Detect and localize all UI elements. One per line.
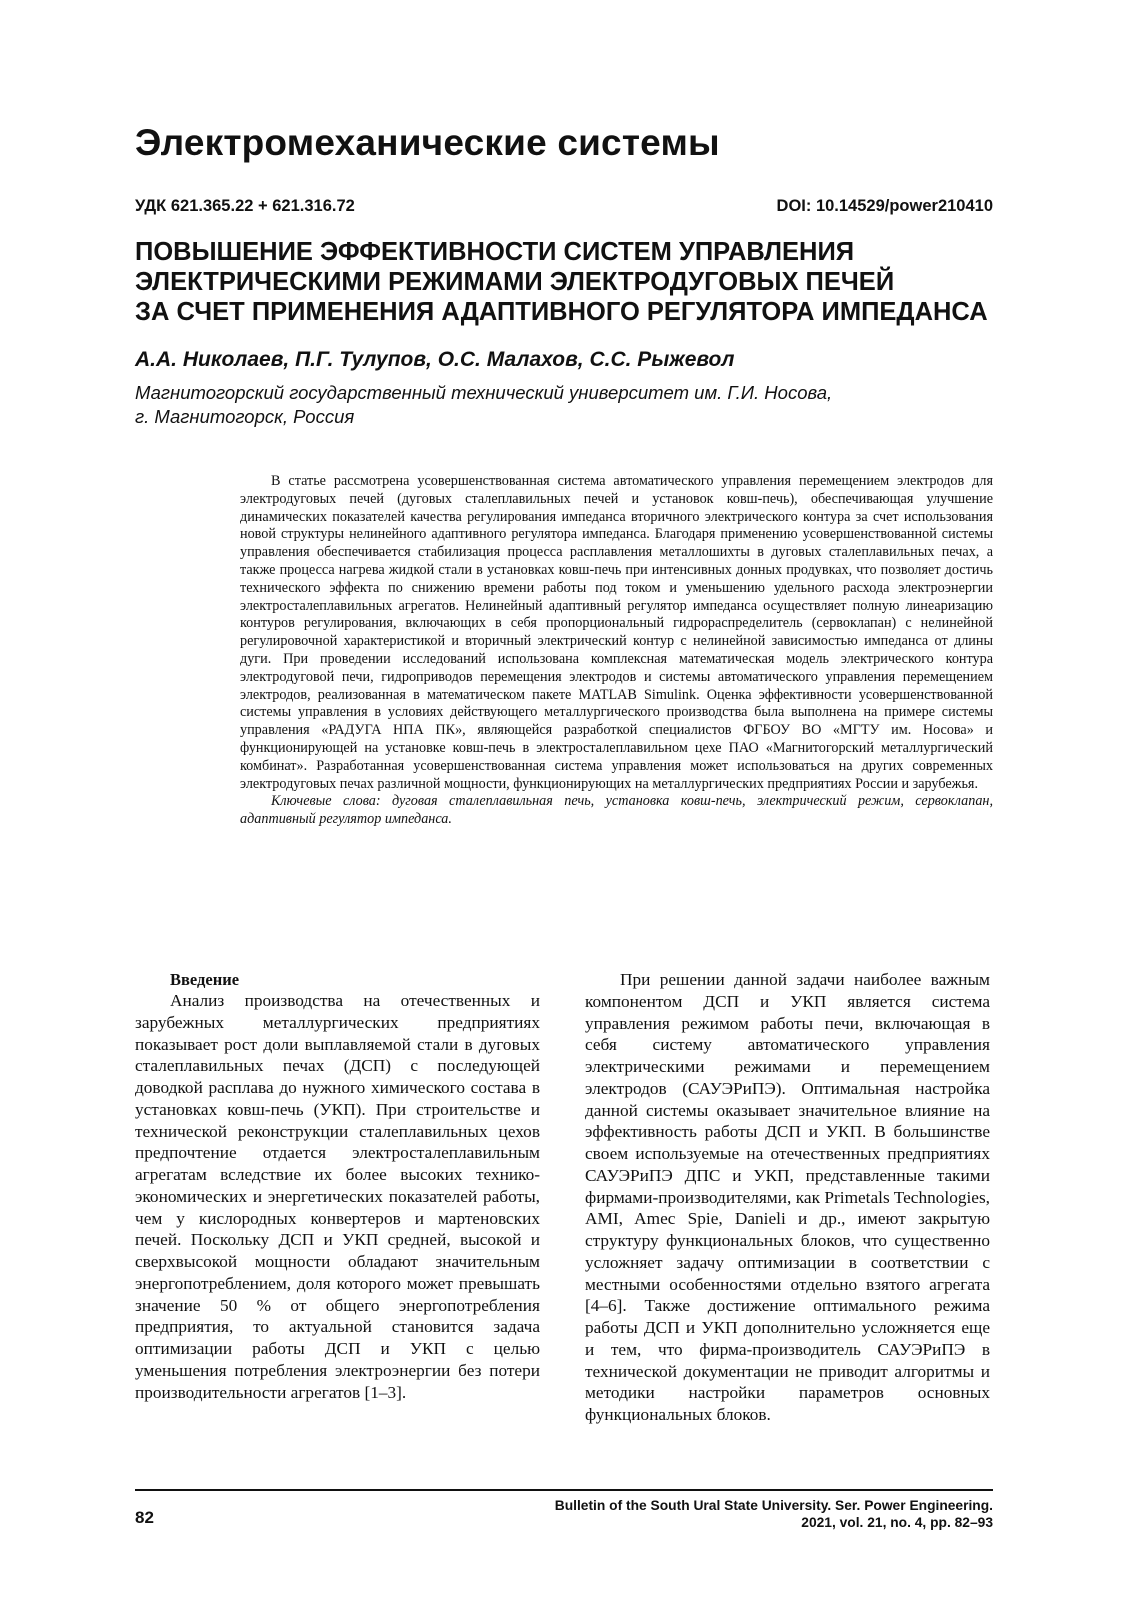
abstract-text: В статье рассмотрена усовершенствованная система автоматического управления перемещением электродов для электродуговых печей (дуговых сталеплавильных печей и установок ковш-печь), обеспечивающая улучшение динамических показателей качества регулирования импеданса вторичного электрического контура за счет использования новой структуры нелинейного адаптивного регулятора импеданса. Благодаря применению усовершенствованной системы управления обеспечивается стабилизация процесса расплавления металлошихты в дуговых сталеплавильных печах, а также процесса нагрева жидкой стали в установках ковш-печь при интенсивных донных продувках, что позволяет достичь технического эффекта по снижению времени работы под током и уменьшению удельного расхода электроэнергии электросталеплавильных агрегатов. Нелинейный адаптивный регулятор импеданса осуществляет полную линеаризацию контуров регулирования, включающих в себя пропорциональный гидрораспределитель (сервоклапан) с нелинейной регулировочной характеристикой и вторичный электрический контур с нелинейной зависимостью импеданса от длины дуги. При проведении исследований использована комплексная математическая модель электрического контура электродуговой печи, гидроприводов перемещения электродов и системы автоматического управления перемещением электродов, реализованная в математическом пакете MATLAB Simulink. Оценка эффективности усовершенствованной системы управления в условиях действующего металлургического производства была выполнена на примере системы управления «РАДУГА НПА ПК», являющейся разработкой специалистов ФГБОУ ВО «МГТУ им. Носова» и функционирующей на установке ковш-печь в электросталеплавильном цехе ПАО «Магнитогорский металлургический комбинат». Разработанная усовершенствованная система управления может использоваться на других современных электродуговых печах различной мощности, функционирующих на металлургических предприятиях России и зарубежья. [240,473,993,792]
journal-line: Bulletin of the South Ural State University. Ser. Power Engineering. [554,1498,993,1513]
title-line: ПОВЫШЕНИЕ ЭФФЕКТИВНОСТИ СИСТЕМ УПРАВЛЕНИЯ [135,238,855,266]
section-heading: Электромеханические системы [135,122,720,163]
left-column [135,969,540,1403]
meta-row [135,197,993,216]
doi: DOI: 10.14529/power210410 [776,197,993,215]
page-number: 82 [135,1508,154,1527]
affiliation-line: г. Магнитогорск, Россия [135,406,355,427]
udk-code: УДК 621.365.22 + 621.316.72 [135,197,355,215]
authors: А.А. Николаев, П.Г. Тулупов, О.С. Малахов, С.С. Рыжевол [135,348,735,371]
abstract [240,473,993,829]
footer-divider [135,1489,993,1491]
affiliation-line: Магнитогорский государственный технический университет им. Г.И. Носова, [135,382,833,403]
article-title [135,237,1015,327]
keywords: Ключевые слова: дуговая сталеплавильная печь, установка ковш-печь, электрический режим, сервоклапан, адаптивный регулятор импеданса. [240,793,993,828]
right-column [585,969,990,1426]
intro-paragraph: Анализ производства на отечественных и зарубежных металлургических предприятиях показывает рост доли выплавляемой стали в дуговых сталеплавильных печах (ДСП) с последующей доводкой расплава до нужного химического состава в установках ковш-печь (УКП). При строительстве и технической реконструкции сталеплавильных цехов предпочтение отдается электросталеплавильным агрегатам вследствие их более высоких технико-экономических и энергетических показателей работы, чем у кислородных конвертеров и мартеновских печей. Поскольку ДСП и УКП средней, высокой и сверхвысокой мощности обладают значительным энергопотреблением, доля которого может превышать значение 50 % от общего энергопотребления предприятия, то актуальной становится задача оптимизации работы ДСП и УКП с целью уменьшения потребления электроэнергии без потери производительности агрегатов [1–3]. [135,991,540,1402]
journal-citation [555,1497,993,1531]
journal-line: 2021, vol. 21, no. 4, pp. 82–93 [801,1515,993,1530]
title-line: ЗА СЧЕТ ПРИМЕНЕНИЯ АДАПТИВНОГО РЕГУЛЯТОРА ИМПЕДАНСА [135,298,988,326]
intro-heading: Введение [170,970,240,989]
title-line: ЭЛЕКТРИЧЕСКИМИ РЕЖИМАМИ ЭЛЕКТРОДУГОВЫХ ПЕЧЕЙ [135,268,895,296]
affiliation [135,381,832,429]
right-paragraph: При решении данной задачи наиболее важным компонентом ДСП и УКП является система управления режимом работы печи, включающая в себя систему автоматического управления электрическими режимами и перемещением электродов (САУЭРиПЭ). Оптимальная настройка данной системы оказывает значительное влияние на эффективность работы ДСП и УКП. В большинстве своем используемые на отечественных предприятиях САУЭРиПЭ ДПС и УКП, представленные такими фирмами-производителями, как Primetals Technologies, AMI, Amec Spie, Danieli и др., имеют закрытую структуру функциональных блоков, что существенно усложняет задачу оптимизации в соответствии с местными особенностями отдельно взятого агрегата [4–6]. Также достижение оптимального режима работы ДСП и УКП дополнительно усложняется еще и тем, что фирма-производитель САУЭРиПЭ в технической документации не приводит алгоритмы и методики настройки параметров основных функциональных блоков. [585,970,990,1424]
